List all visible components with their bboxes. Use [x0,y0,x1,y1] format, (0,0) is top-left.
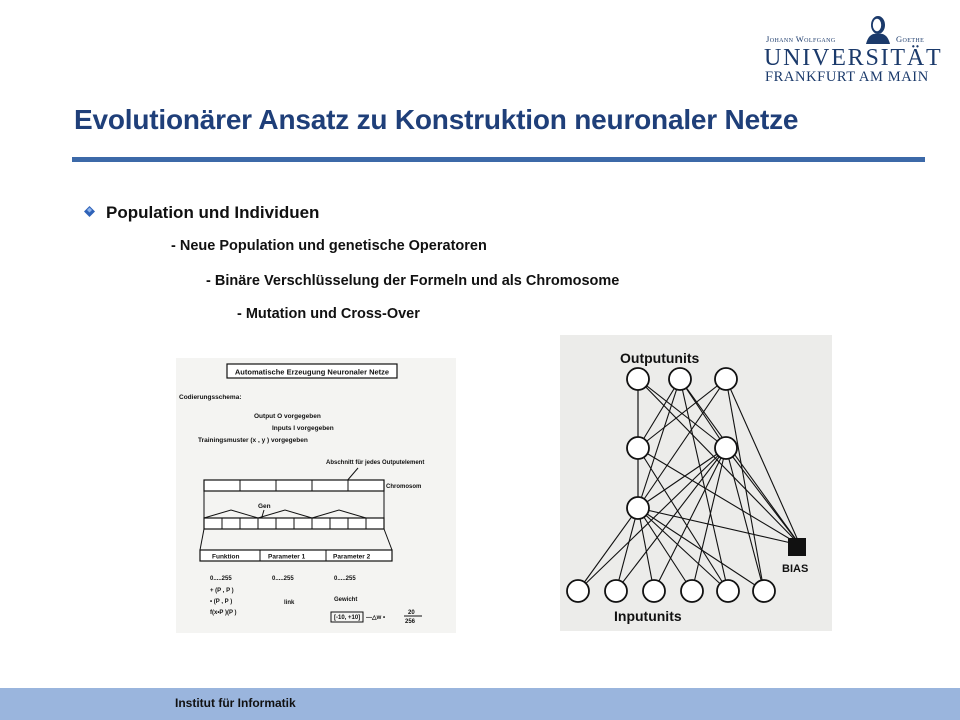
range-param2: 0.....255 [334,576,356,582]
col-parameter1: Parameter 1 [268,553,306,561]
subitem-binaere-verschluesselung: - Binäre Verschlüsselung der Formeln und als Chromosome [206,273,620,289]
encoding-schema-drawing [176,358,456,633]
output-node-2 [669,368,691,390]
output-node-3 [715,368,737,390]
university-logo [760,14,943,86]
logo-line-frankfurt: FRANKFURT AM MAIN [765,69,929,85]
goethe-portrait-icon [863,14,893,44]
hidden-node-3 [627,497,649,519]
subitem-mutation: - Mutation und Cross-Over [237,306,420,322]
param-interval: [-10, +10] [334,615,361,621]
bullet-population: Population und Individuen [106,203,320,222]
col-parameter2: Parameter 2 [333,553,371,561]
footer-bar [0,688,960,720]
hidden-node-2 [715,437,737,459]
schema-gen: Gen [258,503,271,510]
schema-abschnitt: Abschnitt für jedes Outputelement [326,460,425,466]
label-bias: BIAS [782,563,809,575]
col-funktion: Funktion [212,553,240,561]
label-inputunits: Inputunits [614,608,682,624]
func-product: • (P , P ) [210,599,233,605]
encoding-schema-figure [176,358,456,633]
logo-line-johann: Johann Wolfgang [766,34,836,44]
schema-header: Automatische Erzeugung Neuronaler Netze [234,367,390,377]
input-node-2 [605,580,627,602]
bias-node [788,538,806,556]
input-node-4 [681,580,703,602]
schema-chromosom: Chromosom [386,484,422,490]
schema-training-line: Trainingsmuster (x , y ) vorgegeben [198,437,308,444]
param-gewicht: Gewicht [334,597,358,603]
network-diagram-figure [560,335,832,631]
frac-denominator: 256 [405,619,416,625]
input-node-3 [643,580,665,602]
input-node-6 [753,580,775,602]
schema-label: Codierungsschema: [179,394,242,401]
label-outputunits: Outputunits [620,350,700,366]
func-sum: + (P , P ) [210,588,234,594]
hidden-node-1 [627,437,649,459]
title-divider [72,157,925,162]
range-funktion: 0.....255 [210,576,232,582]
param-link: link [284,600,295,606]
logo-line-goethe: Goethe [896,34,925,44]
subitem-neue-population: - Neue Population und genetische Operatoren [171,238,487,254]
func-apply: f(x•P )(P ) [210,610,237,616]
network-diagram-drawing [560,335,832,631]
range-param1: 0.....255 [272,576,294,582]
diamond-bullet-icon [84,206,95,217]
param-formula: —△w • [366,615,386,621]
schema-output-line: Output O vorgegeben [254,413,321,420]
input-node-5 [717,580,739,602]
input-node-1 [567,580,589,602]
logo-line-universitaet: UNIVERSITÄT [764,45,943,71]
slide-title: Evolutionärer Ansatz zu Konstruktion neuronaler Netze [74,104,799,135]
schema-inputs-line: Inputs I vorgegeben [272,425,334,432]
output-node-1 [627,368,649,390]
footer-institute: Institut für Informatik [175,696,296,710]
frac-numerator: 20 [408,610,415,616]
